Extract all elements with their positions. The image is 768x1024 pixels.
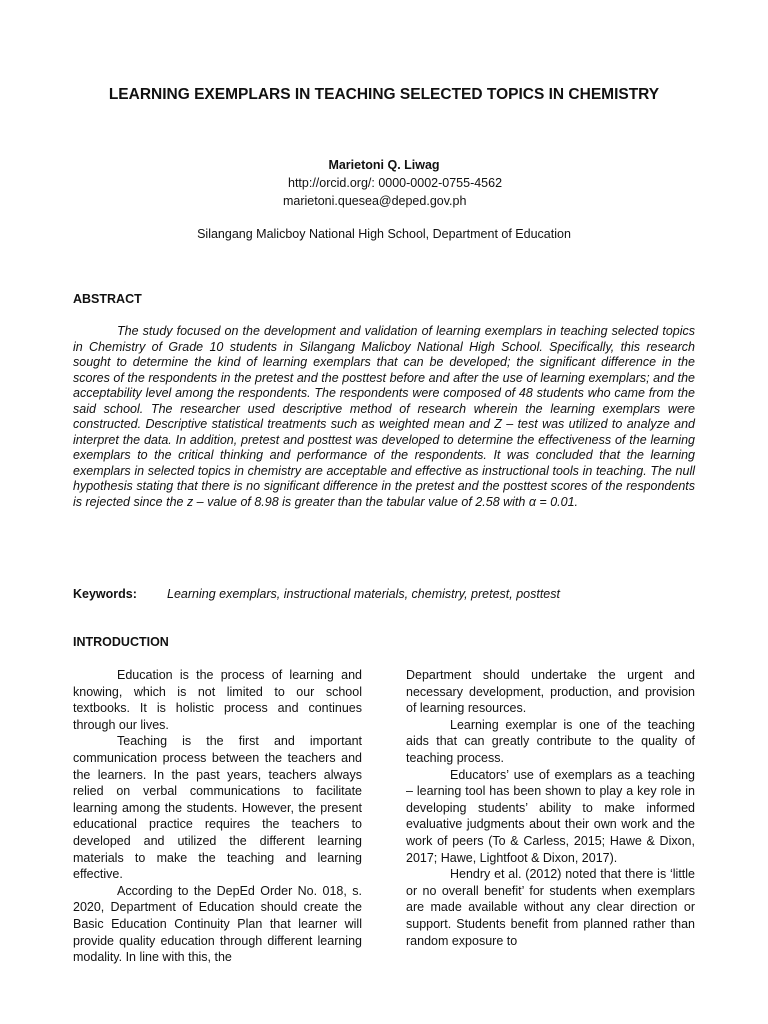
paragraph: Department should undertake the urgent and necessary development, production, and provision of learning resources. xyxy=(406,668,695,716)
paragraph: Educators’ use of exemplars as a teaching – learning tool has been shown to play a key role in developing students’ ability to make informed evaluative judgments about their own work and the work of peers (To & Carless, 2015; Hawe & Dixon, 2017; Hawe, Lightfoot & Dixon, 2017). xyxy=(406,767,695,865)
paragraph: According to the DepEd Order No. 018, s. 2020, Department of Education should create the Basic Education Continuity Plan that learner will provide quality education through different learning modality. In line with this, the xyxy=(73,883,362,965)
author-affiliation: Silangang Malicboy National High School, Department of Education xyxy=(197,227,571,241)
paragraph: Learning exemplar is one of the teaching aids that can greatly contribute to the quality of teaching process. xyxy=(406,717,695,765)
paper-title: LEARNING EXEMPLARS IN TEACHING SELECTED TOPICS IN CHEMISTRY xyxy=(108,86,660,103)
keywords-line xyxy=(73,586,695,602)
abstract-heading: ABSTRACT xyxy=(73,292,142,306)
author-email: marietoni.quesea@deped.gov.ph xyxy=(283,194,467,208)
keywords-label: Keywords: xyxy=(73,587,137,601)
author-name: Marietoni Q. Liwag xyxy=(328,158,440,172)
paragraph: Teaching is the first and important communication process between the teachers and the learners. In the past years, teachers always relied on verbal communications to facilitate learning among the students. However, the present educational practice requires the teachers to developed and utilized the different learning materials to make the teaching and learning effective. xyxy=(73,734,362,882)
introduction-left-column xyxy=(73,667,362,966)
paragraph: Education is the process of learning and knowing, which is not limited to our school textbooks. It is holistic process and continues through our lives. xyxy=(73,668,362,732)
paragraph: Hendry et al. (2012) noted that there is ‘little or no overall benefit’ for students when exemplars are made available without any clear direction or support. Students benefit from planned rather than random exposure to xyxy=(406,867,695,948)
introduction-heading: INTRODUCTION xyxy=(73,635,169,649)
keywords-list: Learning exemplars, instructional materials, chemistry, pretest, posttest xyxy=(167,587,560,601)
abstract-body: The study focused on the development and validation of learning exemplars in teaching selected topics in Chemistry of Grade 10 students in Silangang Malicboy National High School. Specifically, this research sought to determine the kind of learning exemplars that can be developed; the significant difference in the scores of the respondents in the pretest and the posttest before and after the use of learning exemplars; and the acceptability level among the respondents. The respondents were composed of 48 students who came from the said school. The researcher used descriptive method of research wherein the learning exemplars were constructed. Descriptive statistical treatments such as weighted mean and Z – test was utilized to analyze and interpret the data. In addition, pretest and posttest was developed to determine the effectiveness of the learning exemplars to the critical thinking and performance of the respondents. It was concluded that the learning exemplars in selected topics in chemistry are acceptable and effective as instructional tools in teaching. The null hypothesis stating that there is no significant difference in the pretest and the posttest scores of the respondents is rejected since the z – value of 8.98 is greater than the tabular value of 2.58 with α = 0.01. xyxy=(73,324,695,509)
introduction-right-column xyxy=(406,667,695,949)
author-orcid: http://orcid.org/: 0000-0002-0755-4562 xyxy=(288,176,503,190)
